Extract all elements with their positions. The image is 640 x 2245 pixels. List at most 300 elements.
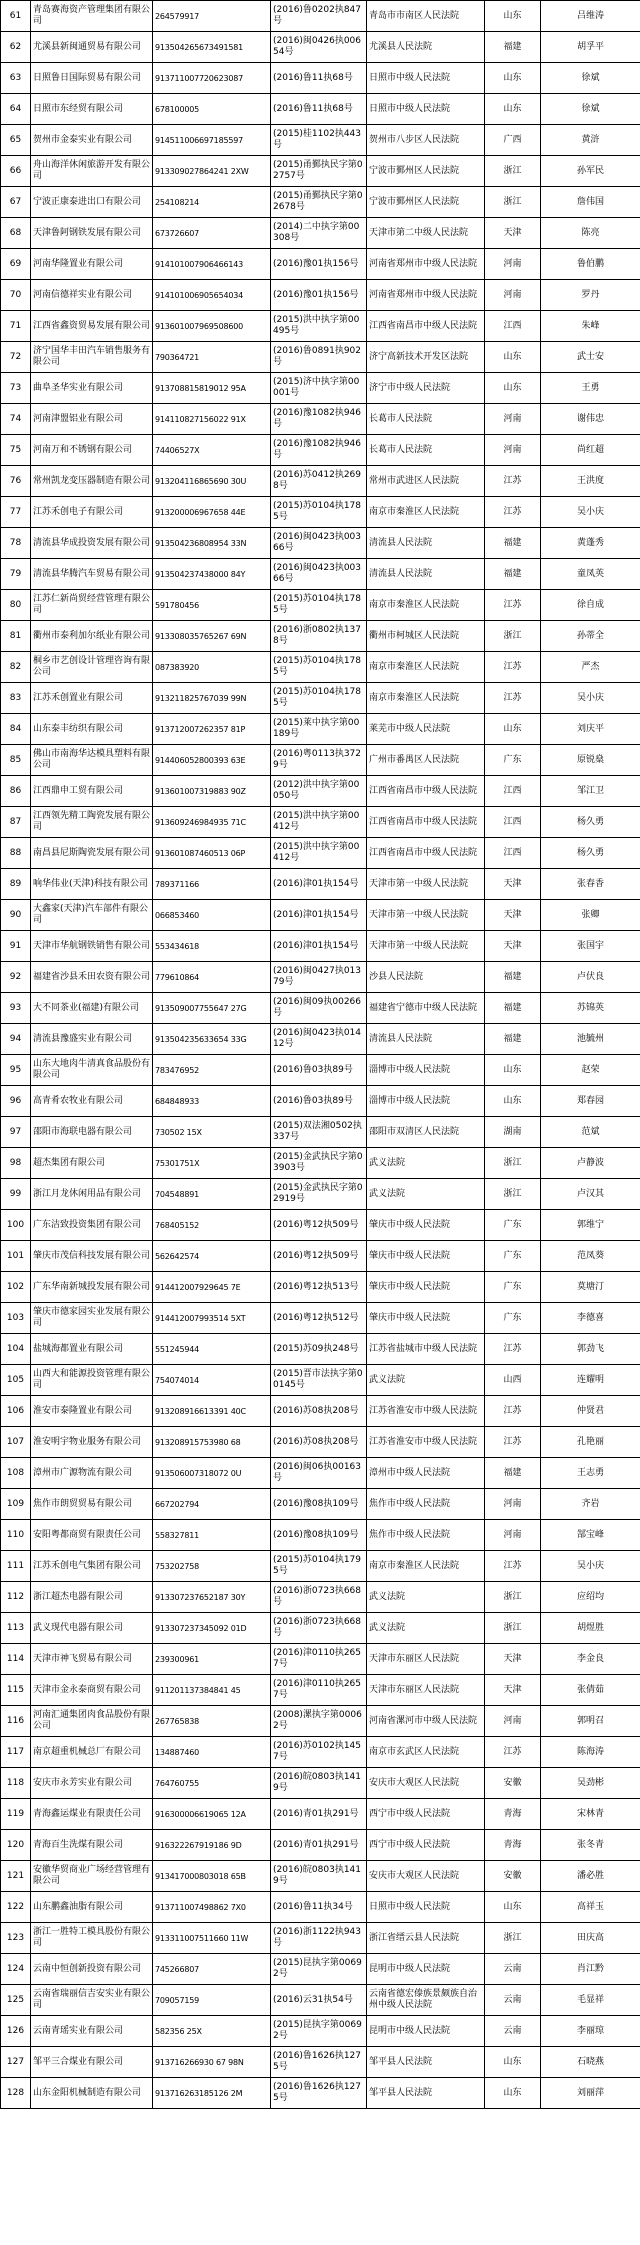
province-cell: 福建 — [485, 1458, 541, 1489]
row-number-cell: 81 — [1, 621, 31, 652]
credit-code-cell: 754074014 — [153, 1365, 271, 1396]
company-name-cell: 福建省沙县禾田农资有限公司 — [31, 962, 153, 993]
table-row — [1, 1148, 640, 1179]
row-number-cell: 79 — [1, 559, 31, 590]
row-number-cell: 68 — [1, 218, 31, 249]
row-number-cell: 110 — [1, 1520, 31, 1551]
court-name-cell: 南京市秦淮区人民法院 — [367, 497, 485, 528]
credit-code-cell: 916300006619065 12A — [153, 1799, 271, 1830]
credit-code-cell: 913200006967658 44E — [153, 497, 271, 528]
province-cell: 山西 — [485, 1365, 541, 1396]
row-number-cell: 85 — [1, 745, 31, 776]
case-number-cell: (2016)津01执154号 — [271, 869, 367, 900]
province-cell: 福建 — [485, 528, 541, 559]
row-number-cell: 125 — [1, 1985, 31, 2016]
row-number-cell: 65 — [1, 125, 31, 156]
credit-code-cell: 768405152 — [153, 1210, 271, 1241]
legal-representative-cell: 陈海涛 — [541, 1737, 640, 1768]
row-number-cell: 128 — [1, 2078, 31, 2109]
case-number-cell: (2016)豫08执109号 — [271, 1520, 367, 1551]
legal-representative-cell: 杨久勇 — [541, 838, 640, 869]
court-name-cell: 淄博市中级人民法院 — [367, 1055, 485, 1086]
case-number-cell: (2016)鲁11执34号 — [271, 1892, 367, 1923]
credit-code-cell: 913211825767039 99N — [153, 683, 271, 714]
table-row — [1, 1551, 640, 1582]
legal-representative-cell: 吴小庆 — [541, 683, 640, 714]
province-cell: 云南 — [485, 1954, 541, 1985]
case-number-cell: (2016)粤0113执3729号 — [271, 745, 367, 776]
row-number-cell: 73 — [1, 373, 31, 404]
legal-representative-cell: 卢汉其 — [541, 1179, 640, 1210]
table-row — [1, 280, 640, 311]
credit-code-cell: 779610864 — [153, 962, 271, 993]
row-number-cell: 118 — [1, 1768, 31, 1799]
province-cell: 山东 — [485, 342, 541, 373]
credit-code-cell: 913504235633654 33G — [153, 1024, 271, 1055]
court-name-cell: 河南省郑州市中级人民法院 — [367, 249, 485, 280]
company-name-cell: 山东金阳机械制造有限公司 — [31, 2078, 153, 2109]
case-number-cell: (2015)洪中执字第00495号 — [271, 311, 367, 342]
case-number-cell: (2015)莱中执字第00189号 — [271, 714, 367, 745]
case-number-cell: (2016)闽0423执00366号 — [271, 528, 367, 559]
company-name-cell: 广东华南新城投发展有限公司 — [31, 1272, 153, 1303]
legal-representative-cell: 王志勇 — [541, 1458, 640, 1489]
credit-code-cell: 582356 25X — [153, 2016, 271, 2047]
credit-code-cell: 913208915753980 68 — [153, 1427, 271, 1458]
province-cell: 青海 — [485, 1830, 541, 1861]
province-cell: 天津 — [485, 218, 541, 249]
credit-code-cell: 558327811 — [153, 1520, 271, 1551]
credit-code-cell: 591780456 — [153, 590, 271, 621]
court-name-cell: 江苏省淮安市中级人民法院 — [367, 1396, 485, 1427]
province-cell: 广东 — [485, 1272, 541, 1303]
province-cell: 湖南 — [485, 1117, 541, 1148]
legal-representative-cell: 郜宝峰 — [541, 1520, 640, 1551]
province-cell: 云南 — [485, 2016, 541, 2047]
court-name-cell: 济宁市中级人民法院 — [367, 373, 485, 404]
row-number-cell: 100 — [1, 1210, 31, 1241]
legal-representative-cell: 吴劲彬 — [541, 1768, 640, 1799]
case-number-cell: (2015)济中执字第00001号 — [271, 373, 367, 404]
row-number-cell: 102 — [1, 1272, 31, 1303]
credit-code-cell: 764760755 — [153, 1768, 271, 1799]
province-cell: 天津 — [485, 931, 541, 962]
credit-code-cell: 913311007511660 11W — [153, 1923, 271, 1954]
company-name-cell: 江西领先精工陶瓷发展有限公司 — [31, 807, 153, 838]
legal-representative-cell: 徐斌 — [541, 94, 640, 125]
row-number-cell: 75 — [1, 435, 31, 466]
legal-representative-cell: 肖江黔 — [541, 1954, 640, 1985]
credit-code-cell: 745266807 — [153, 1954, 271, 1985]
company-name-cell: 高青肴农牧业有限公司 — [31, 1086, 153, 1117]
credit-code-cell: 789371166 — [153, 869, 271, 900]
table-body — [1, 1, 640, 2109]
row-number-cell: 64 — [1, 94, 31, 125]
court-name-cell: 焦作市中级人民法院 — [367, 1489, 485, 1520]
row-number-cell: 97 — [1, 1117, 31, 1148]
case-number-cell: (2016)云31执54号 — [271, 1985, 367, 2016]
province-cell: 山东 — [485, 373, 541, 404]
row-number-cell: 117 — [1, 1737, 31, 1768]
province-cell: 福建 — [485, 962, 541, 993]
court-name-cell: 肇庆市中级人民法院 — [367, 1272, 485, 1303]
court-name-cell: 漳州市中级人民法院 — [367, 1458, 485, 1489]
table-row — [1, 63, 640, 94]
company-name-cell: 日照鲁日国际贸易有限公司 — [31, 63, 153, 94]
company-name-cell: 常州凯龙变压器制造有限公司 — [31, 466, 153, 497]
province-cell: 山东 — [485, 1086, 541, 1117]
credit-code-cell: 913307237345092 01D — [153, 1613, 271, 1644]
credit-code-cell: 916322267919186 9D — [153, 1830, 271, 1861]
case-number-cell: (2016)鲁03执89号 — [271, 1086, 367, 1117]
case-number-cell: (2012)洪中执字第00050号 — [271, 776, 367, 807]
table-row — [1, 2078, 640, 2109]
court-name-cell: 焦作市中级人民法院 — [367, 1520, 485, 1551]
table-row — [1, 1644, 640, 1675]
province-cell: 山东 — [485, 714, 541, 745]
legal-representative-cell: 李金良 — [541, 1644, 640, 1675]
company-name-cell: 江苏仁新尚贸经营管理有限公司 — [31, 590, 153, 621]
case-number-cell: (2015)苏0104执1795号 — [271, 1551, 367, 1582]
row-number-cell: 107 — [1, 1427, 31, 1458]
company-name-cell: 舟山海洋休闲旅游开发有限公司 — [31, 156, 153, 187]
table-row — [1, 1675, 640, 1706]
province-cell: 福建 — [485, 1024, 541, 1055]
court-name-cell: 清流县人民法院 — [367, 559, 485, 590]
legal-representative-cell: 卢伏良 — [541, 962, 640, 993]
credit-code-cell: 913208916613391 40C — [153, 1396, 271, 1427]
legal-representative-cell: 郭明召 — [541, 1706, 640, 1737]
province-cell: 浙江 — [485, 1613, 541, 1644]
table-row — [1, 807, 640, 838]
credit-code-cell: 913506007318072 0U — [153, 1458, 271, 1489]
legal-representative-cell: 宋林青 — [541, 1799, 640, 1830]
province-cell: 河南 — [485, 1489, 541, 1520]
case-number-cell: (2016)鲁0202执847号 — [271, 1, 367, 32]
legal-representative-cell: 詹伟国 — [541, 187, 640, 218]
row-number-cell: 93 — [1, 993, 31, 1024]
case-number-cell: (2015)昆执字第00692号 — [271, 2016, 367, 2047]
table-row — [1, 559, 640, 590]
province-cell: 安徽 — [485, 1768, 541, 1799]
credit-code-cell: 254108214 — [153, 187, 271, 218]
table-row — [1, 1210, 640, 1241]
legal-representative-cell: 李丽琼 — [541, 2016, 640, 2047]
row-number-cell: 62 — [1, 32, 31, 63]
company-name-cell: 邹平三合煤业有限公司 — [31, 2047, 153, 2078]
table-row — [1, 1768, 640, 1799]
company-name-cell: 山东泰丰纺织有限公司 — [31, 714, 153, 745]
credit-code-cell: 913712007262357 81P — [153, 714, 271, 745]
row-number-cell: 103 — [1, 1303, 31, 1334]
court-name-cell: 邹平县人民法院 — [367, 2047, 485, 2078]
province-cell: 天津 — [485, 1675, 541, 1706]
case-number-cell: (2016)青01执291号 — [271, 1830, 367, 1861]
legal-representative-cell: 张倩茹 — [541, 1675, 640, 1706]
table-row — [1, 1303, 640, 1334]
credit-code-cell: 913601087460513 06P — [153, 838, 271, 869]
company-name-cell: 清流县豫盛实业有限公司 — [31, 1024, 153, 1055]
table-row — [1, 776, 640, 807]
row-number-cell: 70 — [1, 280, 31, 311]
company-name-cell: 清流县华成投资发展有限公司 — [31, 528, 153, 559]
company-name-cell: 江苏禾创电气集团有限公司 — [31, 1551, 153, 1582]
company-name-cell: 安庆市永芳实业有限公司 — [31, 1768, 153, 1799]
company-name-cell: 山东鹏鑫油脂有限公司 — [31, 1892, 153, 1923]
court-name-cell: 邹平县人民法院 — [367, 2078, 485, 2109]
legal-representative-cell: 孙蒂全 — [541, 621, 640, 652]
court-name-cell: 南京市秦淮区人民法院 — [367, 590, 485, 621]
table-row — [1, 1396, 640, 1427]
court-name-cell: 衢州市柯城区人民法院 — [367, 621, 485, 652]
table-row — [1, 249, 640, 280]
table-row — [1, 1923, 640, 1954]
legal-representative-cell: 黄浒 — [541, 125, 640, 156]
case-number-cell: (2015)金武执民字第03903号 — [271, 1148, 367, 1179]
company-name-cell: 浙江一胜特工模具股份有限公司 — [31, 1923, 153, 1954]
table-row — [1, 1179, 640, 1210]
table-row — [1, 1737, 640, 1768]
province-cell: 江苏 — [485, 683, 541, 714]
table-row — [1, 1861, 640, 1892]
legal-representative-cell: 高祥玉 — [541, 1892, 640, 1923]
company-name-cell: 青海鑫运煤业有限责任公司 — [31, 1799, 153, 1830]
province-cell: 青海 — [485, 1799, 541, 1830]
company-name-cell: 天津市神飞贸易有限公司 — [31, 1644, 153, 1675]
case-number-cell: (2016)闽0427执01379号 — [271, 962, 367, 993]
case-number-cell: (2008)漯执字第00062号 — [271, 1706, 367, 1737]
table-row — [1, 404, 640, 435]
company-name-cell: 云南中恒创新投资有限公司 — [31, 1954, 153, 1985]
row-number-cell: 122 — [1, 1892, 31, 1923]
province-cell: 浙江 — [485, 156, 541, 187]
case-number-cell: (2016)鲁11执68号 — [271, 94, 367, 125]
province-cell: 福建 — [485, 559, 541, 590]
company-name-cell: 淮安市泰隆置业有限公司 — [31, 1396, 153, 1427]
row-number-cell: 109 — [1, 1489, 31, 1520]
row-number-cell: 105 — [1, 1365, 31, 1396]
company-name-cell: 河南华隆置业有限公司 — [31, 249, 153, 280]
row-number-cell: 66 — [1, 156, 31, 187]
case-number-cell: (2016)鲁1626执1275号 — [271, 2078, 367, 2109]
court-name-cell: 长葛市人民法院 — [367, 435, 485, 466]
province-cell: 山东 — [485, 1055, 541, 1086]
province-cell: 江苏 — [485, 652, 541, 683]
credit-code-cell: 704548891 — [153, 1179, 271, 1210]
court-name-cell: 日照市中级人民法院 — [367, 63, 485, 94]
credit-code-cell: 913601007969508600 — [153, 311, 271, 342]
credit-code-cell: 066853460 — [153, 900, 271, 931]
company-name-cell: 南京超重机械总厂有限公司 — [31, 1737, 153, 1768]
case-number-cell: (2016)津0110执2657号 — [271, 1644, 367, 1675]
legal-representative-cell: 朱峰 — [541, 311, 640, 342]
table-row — [1, 683, 640, 714]
table-row — [1, 1458, 640, 1489]
company-name-cell: 河南汇通集团肉食品股份有限公司 — [31, 1706, 153, 1737]
row-number-cell: 112 — [1, 1582, 31, 1613]
province-cell: 江苏 — [485, 1396, 541, 1427]
company-name-cell: 江苏禾创置业有限公司 — [31, 683, 153, 714]
table-row — [1, 745, 640, 776]
province-cell: 江西 — [485, 311, 541, 342]
company-name-cell: 天津鲁阿钢铁发展有限公司 — [31, 218, 153, 249]
table-row — [1, 187, 640, 218]
table-row — [1, 1427, 640, 1458]
province-cell: 山东 — [485, 63, 541, 94]
credit-code-cell: 74406527X — [153, 435, 271, 466]
province-cell: 广东 — [485, 1303, 541, 1334]
table-row — [1, 1365, 640, 1396]
court-name-cell: 河南省郑州市中级人民法院 — [367, 280, 485, 311]
company-name-cell: 云南青瑶实业有限公司 — [31, 2016, 153, 2047]
credit-code-cell: 913309027864241 2XW — [153, 156, 271, 187]
credit-code-cell: 913204116865690 30U — [153, 466, 271, 497]
province-cell: 河南 — [485, 1520, 541, 1551]
row-number-cell: 101 — [1, 1241, 31, 1272]
table-row — [1, 1, 640, 32]
case-number-cell: (2016)浙0723执668号 — [271, 1613, 367, 1644]
court-name-cell: 天津市第二中级人民法院 — [367, 218, 485, 249]
table-row — [1, 342, 640, 373]
row-number-cell: 98 — [1, 1148, 31, 1179]
row-number-cell: 126 — [1, 2016, 31, 2047]
case-number-cell: (2016)豫1082执946号 — [271, 435, 367, 466]
court-name-cell: 清流县人民法院 — [367, 1024, 485, 1055]
row-number-cell: 116 — [1, 1706, 31, 1737]
table-row — [1, 1613, 640, 1644]
row-number-cell: 72 — [1, 342, 31, 373]
row-number-cell: 115 — [1, 1675, 31, 1706]
row-number-cell: 74 — [1, 404, 31, 435]
row-number-cell: 80 — [1, 590, 31, 621]
province-cell: 江西 — [485, 838, 541, 869]
credit-code-cell: 264579917 — [153, 1, 271, 32]
company-name-cell: 桐乡市艺创设计管理咨询有限公司 — [31, 652, 153, 683]
row-number-cell: 82 — [1, 652, 31, 683]
table-row — [1, 962, 640, 993]
province-cell: 广东 — [485, 745, 541, 776]
credit-code-cell: 913504265673491581 — [153, 32, 271, 63]
credit-code-cell: 914110827156022 91X — [153, 404, 271, 435]
table-row — [1, 1241, 640, 1272]
legal-representative-cell: 武士安 — [541, 342, 640, 373]
province-cell: 福建 — [485, 32, 541, 63]
case-number-cell: (2015)苏0104执1785号 — [271, 683, 367, 714]
court-name-cell: 肇庆市中级人民法院 — [367, 1303, 485, 1334]
credit-code-cell: 913609246984935 71C — [153, 807, 271, 838]
credit-code-cell: 730502 15X — [153, 1117, 271, 1148]
table-row — [1, 1985, 640, 2016]
legal-representative-cell: 莫塘汀 — [541, 1272, 640, 1303]
credit-code-cell: 684848933 — [153, 1086, 271, 1117]
credit-code-cell: 914412007929645 7E — [153, 1272, 271, 1303]
legal-representative-cell: 吴小庆 — [541, 1551, 640, 1582]
company-name-cell: 贺州市金泰实业有限公司 — [31, 125, 153, 156]
credit-code-cell: 913711007498862 7X0 — [153, 1892, 271, 1923]
legal-representative-cell: 邹江卫 — [541, 776, 640, 807]
row-number-cell: 121 — [1, 1861, 31, 1892]
case-number-cell: (2016)津01执154号 — [271, 900, 367, 931]
court-name-cell: 清流县人民法院 — [367, 528, 485, 559]
table-row — [1, 497, 640, 528]
court-name-cell: 江苏省盐城市中级人民法院 — [367, 1334, 485, 1365]
court-name-cell: 天津市第一中级人民法院 — [367, 900, 485, 931]
company-name-cell: 淮安明宇物业服务有限公司 — [31, 1427, 153, 1458]
case-number-cell: (2015)金武执民字第02919号 — [271, 1179, 367, 1210]
company-name-cell: 天津市金永泰商贸有限公司 — [31, 1675, 153, 1706]
province-cell: 河南 — [485, 404, 541, 435]
row-number-cell: 124 — [1, 1954, 31, 1985]
legal-representative-cell: 童凤英 — [541, 559, 640, 590]
province-cell: 天津 — [485, 900, 541, 931]
company-name-cell: 武义现代电器有限公司 — [31, 1613, 153, 1644]
company-name-cell: 浙江月龙休闲用品有限公司 — [31, 1179, 153, 1210]
province-cell: 云南 — [485, 1985, 541, 2016]
case-number-cell: (2015)甬鄞执民字第02678号 — [271, 187, 367, 218]
credit-code-cell: 914406052800393 63E — [153, 745, 271, 776]
case-number-cell: (2015)桂1102执443号 — [271, 125, 367, 156]
case-number-cell: (2015)甬鄞执民字第02757号 — [271, 156, 367, 187]
credit-code-cell: 913308035765267 69N — [153, 621, 271, 652]
case-number-cell: (2016)豫01执156号 — [271, 280, 367, 311]
case-number-cell: (2016)粤12执512号 — [271, 1303, 367, 1334]
court-name-cell: 江西省南昌市中级人民法院 — [367, 838, 485, 869]
province-cell: 江西 — [485, 776, 541, 807]
province-cell: 山东 — [485, 94, 541, 125]
province-cell: 浙江 — [485, 1148, 541, 1179]
legal-representative-cell: 孔艳丽 — [541, 1427, 640, 1458]
company-name-cell: 河南津盟铝业有限公司 — [31, 404, 153, 435]
company-name-cell: 肇庆市德家园实业发展有限公司 — [31, 1303, 153, 1334]
company-name-cell: 大不同茶业(福建)有限公司 — [31, 993, 153, 1024]
row-number-cell: 106 — [1, 1396, 31, 1427]
case-number-cell: (2016)闽0423执00366号 — [271, 559, 367, 590]
row-number-cell: 113 — [1, 1613, 31, 1644]
company-name-cell: 山西大和能源投资管理有限公司 — [31, 1365, 153, 1396]
case-number-cell: (2015)昆执字第00692号 — [271, 1954, 367, 1985]
legal-representative-cell: 仲贤君 — [541, 1396, 640, 1427]
court-name-cell: 莱芜市中级人民法院 — [367, 714, 485, 745]
company-name-cell: 江西省鑫资贸易发展有限公司 — [31, 311, 153, 342]
court-name-cell: 昆明市中级人民法院 — [367, 2016, 485, 2047]
province-cell: 广东 — [485, 1210, 541, 1241]
legal-representative-cell: 鲁伯鹏 — [541, 249, 640, 280]
case-number-cell: (2016)苏08执208号 — [271, 1427, 367, 1458]
court-name-cell: 南京市秦淮区人民法院 — [367, 1551, 485, 1582]
case-number-cell: (2016)粤12执509号 — [271, 1210, 367, 1241]
table-row — [1, 931, 640, 962]
court-name-cell: 肇庆市中级人民法院 — [367, 1241, 485, 1272]
row-number-cell: 88 — [1, 838, 31, 869]
table-row — [1, 528, 640, 559]
table-row — [1, 2016, 640, 2047]
court-name-cell: 淄博市中级人民法院 — [367, 1086, 485, 1117]
company-name-cell: 尤溪县新闽通贸易有限公司 — [31, 32, 153, 63]
table-row — [1, 1830, 640, 1861]
case-number-cell: (2016)鲁1626执1275号 — [271, 2047, 367, 2078]
court-name-cell: 江苏省淮安市中级人民法院 — [367, 1427, 485, 1458]
province-cell: 浙江 — [485, 1582, 541, 1613]
company-name-cell: 盐城海都置业有限公司 — [31, 1334, 153, 1365]
case-number-cell: (2016)闽09执00266号 — [271, 993, 367, 1024]
court-name-cell: 安庆市大观区人民法院 — [367, 1768, 485, 1799]
court-name-cell: 西宁市中级人民法院 — [367, 1830, 485, 1861]
credit-code-cell: 551245944 — [153, 1334, 271, 1365]
province-cell: 河南 — [485, 280, 541, 311]
province-cell: 山东 — [485, 2047, 541, 2078]
company-name-cell: 天津市华航钢铁销售有限公司 — [31, 931, 153, 962]
table-row — [1, 1520, 640, 1551]
